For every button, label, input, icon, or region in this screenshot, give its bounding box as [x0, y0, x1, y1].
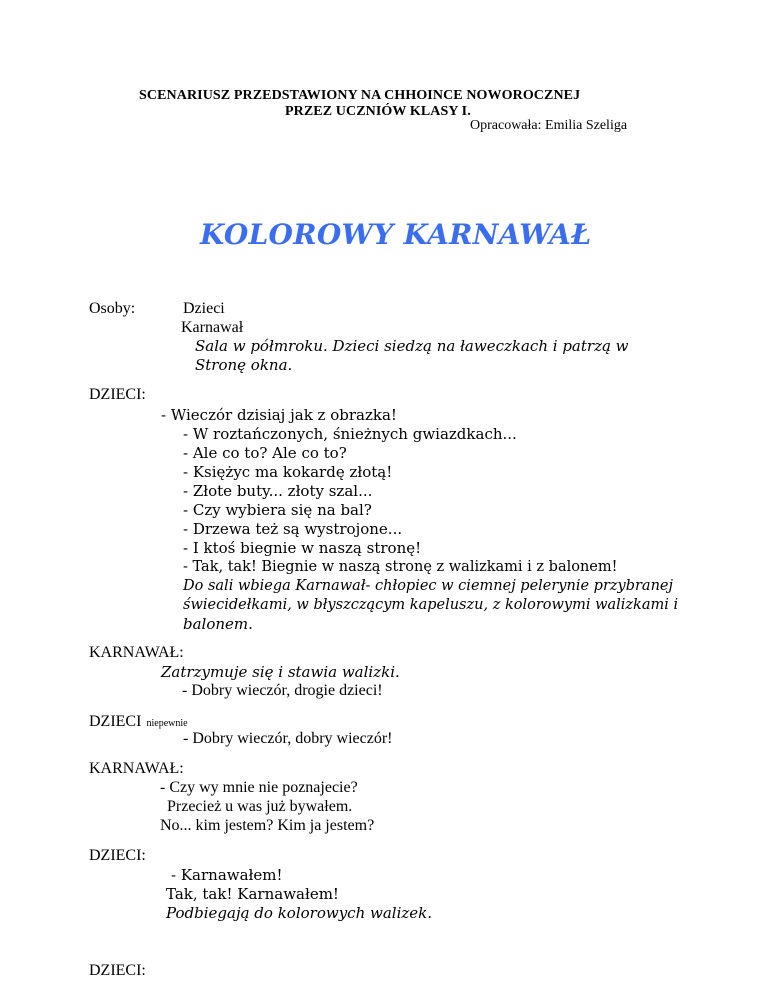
dialogue-line: - I ktoś biegnie w naszą stronę! [183, 539, 422, 557]
speaker-karnawal: KARNAWAŁ: [89, 644, 184, 661]
stage-direction: Do sali wbiega Karnawał- chłopiec w ciemnej pelerynie przybranej [183, 578, 673, 594]
dialogue-line: - Księżyc ma kokardę złotą! [183, 463, 393, 481]
dialogue-line: - Czy wybiera się na bal? [183, 501, 372, 519]
dialogue-line: - Tak, tak! Biegnie w naszą stronę z walizkami i z balonem! [183, 559, 618, 575]
dialogue-line: - W roztańczonych, śnieżnych gwiazdkach... [183, 425, 517, 443]
speaker-dzieci-with-note [89, 711, 188, 731]
dialogue-line: - Ale co to? Ale co to? [183, 444, 347, 462]
dialogue-line: - Dobry wieczór, dobry wieczór! [183, 730, 393, 747]
dialogue-line: - Czy wy mnie nie poznajecie? [160, 779, 358, 796]
header-line-2: PRZEZ UCZNIÓW KLASY I. [285, 104, 471, 119]
stage-direction: Podbiegają do kolorowych walizek. [166, 904, 433, 922]
dialogue-line: - Karnawałem! [171, 866, 283, 884]
dialogue-line: - Złote buty... złoty szal... [183, 482, 373, 500]
stage-direction: świecidełkami, w błyszczącym kapeluszu, z kolorowymi walizkami i [183, 597, 679, 613]
header-line-1: SCENARIUSZ PRZEDSTAWIONY NA CHHOINCE NOWOROCZNEJ [139, 88, 581, 103]
dialogue-line: - Wieczór dzisiaj jak z obrazka! [161, 406, 397, 424]
speaker-note: niepewnie [146, 718, 188, 729]
dialogue-line: No... kim jestem? Kim ja jestem? [160, 817, 375, 834]
dialogue-line: - Dobry wieczór, drogie dzieci! [182, 682, 383, 699]
author-byline: Opracowała: Emilia Szeliga [470, 118, 628, 133]
stage-direction: balonem. [183, 615, 253, 633]
dialogue-line: Tak, tak! Karnawałem! [166, 885, 339, 903]
speaker-karnawal: KARNAWAŁ: [89, 760, 184, 777]
stage-direction: Stronę okna. [195, 356, 293, 374]
play-title: KOLOROWY KARNAWAŁ [200, 218, 592, 251]
stage-direction: Sala w półmroku. Dzieci siedzą na ławeczkach i patrzą w [195, 337, 629, 355]
speaker-dzieci: DZIECI [89, 713, 142, 730]
persons-label: Osoby: [89, 300, 136, 317]
dialogue-line: Przecież u was już bywałem. [163, 798, 353, 815]
person-karnawal: Karnawał [181, 319, 244, 336]
dialogue-line: - Drzewa też są wystrojone... [183, 520, 403, 538]
person-dzieci: Dzieci [183, 300, 225, 317]
speaker-dzieci: DZIECI: [89, 386, 146, 403]
stage-direction: Zatrzymuje się i stawia walizki. [161, 663, 400, 681]
speaker-dzieci: DZIECI: [89, 962, 146, 979]
speaker-dzieci: DZIECI: [89, 847, 146, 864]
